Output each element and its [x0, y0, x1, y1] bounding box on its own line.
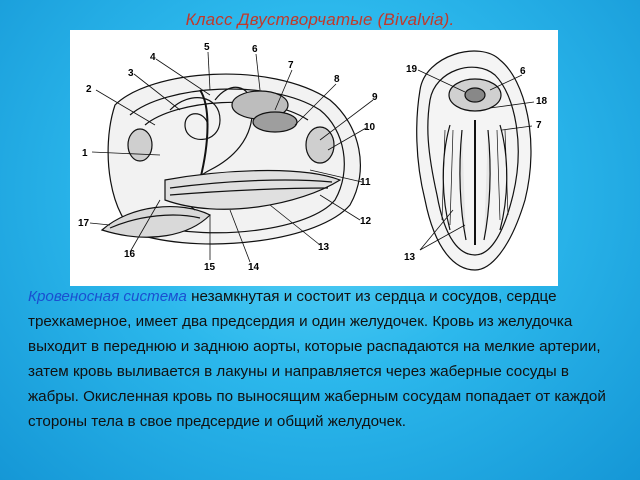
anatomy-figure [70, 30, 558, 286]
svg-text:5: 5 [204, 42, 210, 53]
circulatory-system-paragraph [28, 284, 618, 434]
svg-text:6: 6 [520, 66, 526, 77]
svg-text:12: 12 [360, 216, 372, 227]
svg-text:14: 14 [248, 262, 260, 273]
svg-text:2: 2 [86, 84, 92, 95]
svg-text:17: 17 [78, 218, 90, 229]
svg-text:18: 18 [536, 96, 548, 107]
svg-text:8: 8 [334, 74, 340, 85]
svg-text:7: 7 [288, 60, 294, 71]
lateral-view [102, 74, 360, 244]
svg-text:15: 15 [204, 262, 216, 273]
svg-text:13: 13 [318, 242, 330, 253]
svg-text:6: 6 [252, 44, 258, 55]
svg-text:9: 9 [372, 92, 378, 103]
svg-text:3: 3 [128, 68, 134, 79]
svg-text:19: 19 [406, 64, 418, 75]
svg-text:10: 10 [364, 122, 376, 133]
paragraph-body: незамкнутая и состоит из сердца и сосудов, сердце трехкамерное, имеет два предсердия и один желудочек. Кровь из желудочка выходит в переднюю и заднюю аорты, которые распадаются на мелкие артерии, затем кровь выливается в лакуны и направляется через жаберные сосуды в жабры. Окисленная кровь по выносящим жаберным сосудам попадает от каждой стороны тела в свое предсердие и общий желудочек. [28, 288, 606, 430]
svg-text:7: 7 [536, 120, 542, 131]
svg-text:1: 1 [82, 148, 88, 159]
cross-section-view [417, 51, 531, 270]
svg-text:4: 4 [150, 52, 156, 63]
svg-text:13: 13 [404, 252, 416, 263]
svg-text:11: 11 [360, 177, 371, 188]
bivalve-anatomy-drawing [70, 30, 558, 286]
svg-text:16: 16 [124, 249, 136, 260]
slide-title: Класс Двустворчатые (Bivalvia). [185, 10, 455, 29]
paragraph-lead: Кровеносная система [28, 288, 187, 305]
